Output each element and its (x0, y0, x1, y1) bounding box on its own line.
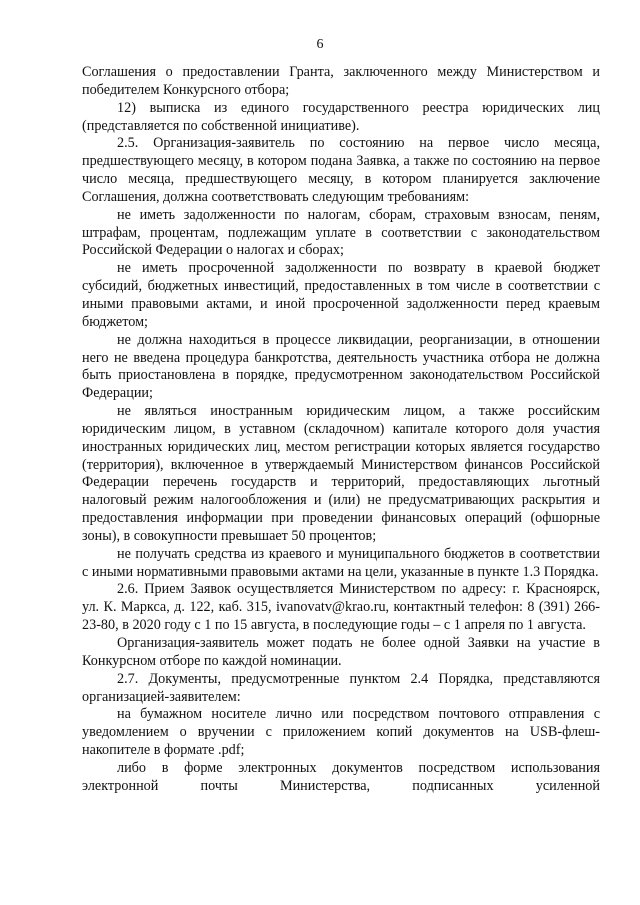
paragraph-no-budget-funds: не получать средства из краевого и муниципального бюджетов в соответствии с иными нормативными правовыми актами на цели, указанные в пункте 1.3 Порядка. (82, 545, 600, 580)
paragraph-2-7-documents: 2.7. Документы, предусмотренные пунктом 2.4 Порядка, представляются организацией-заявителем: (82, 670, 600, 705)
paragraph-paper-submission: на бумажном носителе лично или посредством почтового отправления с уведомлением о вручении с приложением копий документов на USB-флеш-накопителе в формате .pdf; (82, 706, 600, 759)
paragraph-no-overdue-debt: не иметь просроченной задолженности по возврату в краевой бюджет субсидий, бюджетных инвестиций, предоставленных в том числе в соответствии с иными правовыми актами, и иной просроченной задолженности перед краевым бюджетом; (82, 260, 600, 330)
paragraph-no-tax-debt: не иметь задолженности по налогам, сборам, страховым взносам, пеням, штрафам, процентам, подлежащим уплате в соответствии с законодательством Российской Федерации о налогах и сборах; (82, 206, 600, 259)
paragraph-item-12-registry-extract: 12) выписка из единого государственного реестра юридических лиц (представляется по собственной инициативе). (82, 99, 600, 134)
page-number: 6 (316, 37, 324, 52)
paragraph-no-liquidation: не должна находиться в процессе ликвидации, реорганизации, в отношении него не введена процедура банкротства, деятельность участника отбора не должна быть приостановлена в порядке, предусмотренном законодательством Российской Федерации; (82, 331, 600, 402)
paragraph-agreement-winner: Соглашения о предоставлении Гранта, заключенного между Министерством и победителем Конкурсного отбора; (82, 64, 600, 98)
paragraph-2-6-reception: 2.6. Прием Заявок осуществляется Министерством по адресу: г. Красноярск, ул. К. Маркса, д. 122, каб. 315, ivanovatv@krao.ru, контактный телефон: 8 (391) 266-23-80, в 2020 году с 1 по 15 августа, в последующие годы – с 1 апреля по 1 августа. (82, 581, 600, 634)
paragraph-one-application: Организация-заявитель может подать не более одной Заявки на участие в Конкурсном отборе по каждой номинации. (82, 635, 600, 669)
paragraph-2-5-requirements: 2.5. Организация-заявитель по состоянию на первое число месяца, предшествующего месяцу, в котором подана Заявка, а также по состоянию на первое число месяца, предшествующего месяцу, в котором планируется заключение Соглашения, должна соответствовать следующим требованиям: (82, 135, 600, 205)
document-body (82, 64, 600, 796)
paragraph-electronic-submission: либо в форме электронных документов посредством использования электронной почты Министерства, подписанных усиленной (82, 759, 600, 794)
paragraph-not-foreign-entity: не являться иностранным юридическим лицом, а также российским юридическим лицом, в уставном (складочном) капитале которого доля участия иностранных юридических лиц, местом регистрации которых является государство (территория), включенное в утверждаемый Министерством финансов Российской Федерации перечень государств и территорий, предоставляющих льготный налоговый режим налогообложения и (или) не предусматривающих раскрытия и предоставления информации при проведении финансовых операций (офшорные зоны), в совокупности превышает 50 процентов; (82, 403, 600, 544)
